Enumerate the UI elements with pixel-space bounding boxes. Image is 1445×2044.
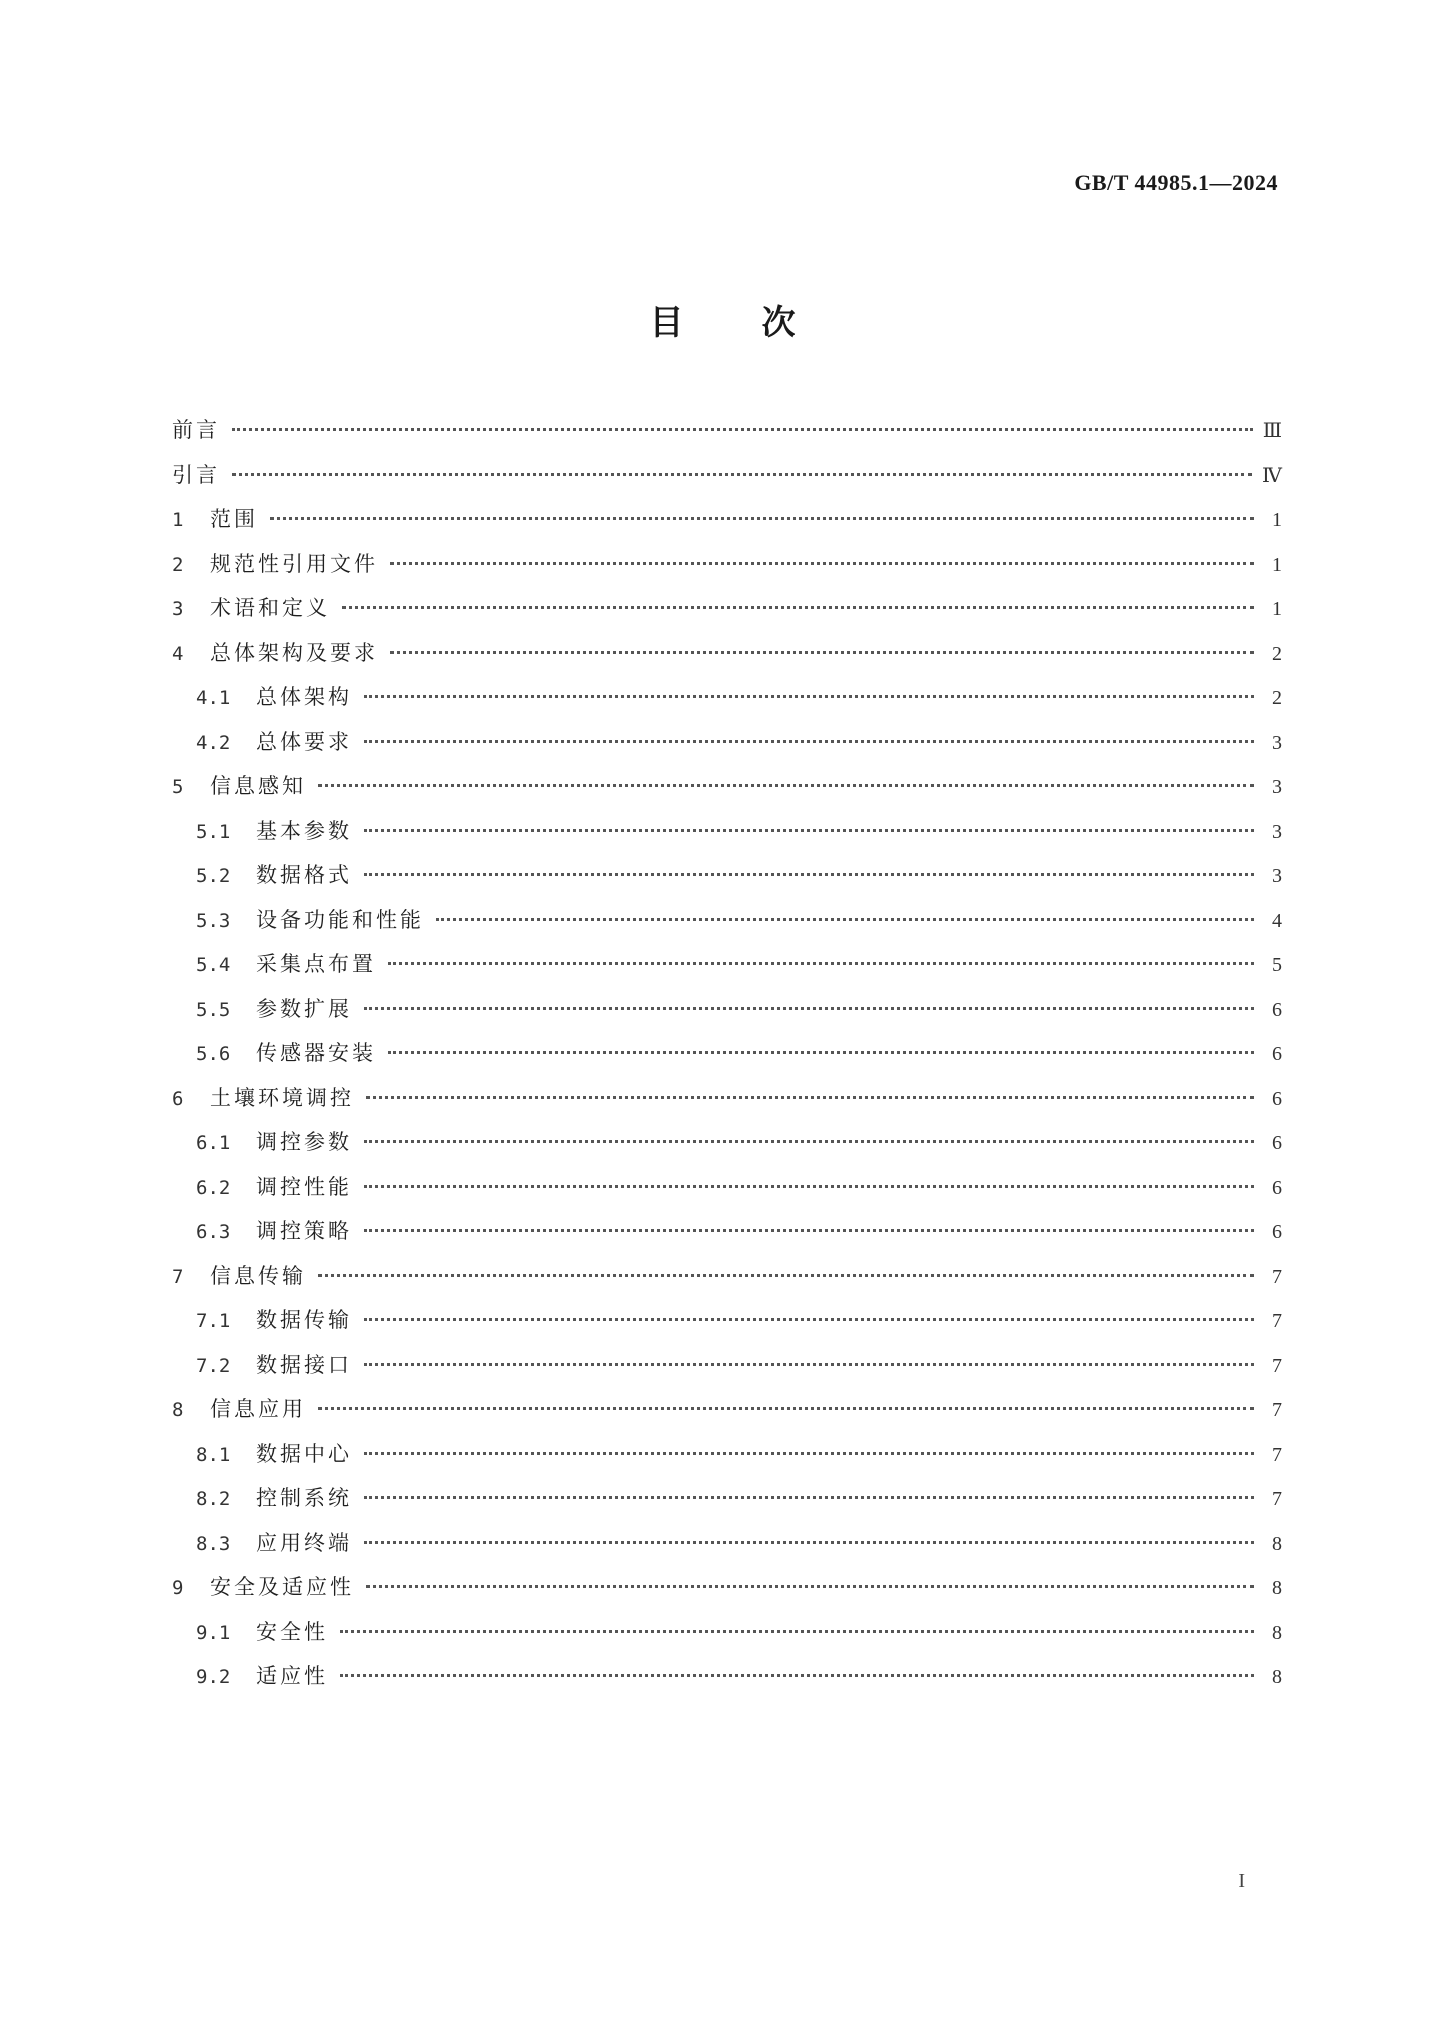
- toc-entry-label: 引言: [172, 462, 220, 487]
- toc-entry-number: 7.1: [196, 1310, 231, 1332]
- toc-entry[interactable]: [172, 675, 1282, 720]
- toc-entry-number: 1: [172, 509, 184, 531]
- toc-entry-page: 6: [1272, 1087, 1282, 1110]
- toc-entry-label: 数据中心: [256, 1441, 352, 1466]
- toc-entry-label: 适应性: [256, 1664, 328, 1688]
- toc-entry-number: 3: [172, 598, 184, 620]
- toc-entry[interactable]: [172, 1565, 1282, 1610]
- dot-leader: [232, 473, 1252, 476]
- toc-entry-label: 采集点布置: [256, 952, 376, 976]
- toc-entry-label: 数据传输: [256, 1308, 352, 1332]
- toc-entry-number: 8: [172, 1399, 184, 1421]
- dot-leader: [364, 1496, 1254, 1499]
- toc-entry-number: 6.3: [196, 1221, 231, 1243]
- table-of-contents: [172, 408, 1282, 1699]
- toc-entry-number: 6: [172, 1087, 184, 1110]
- toc-entry-page: 3: [1272, 776, 1282, 798]
- toc-entry-label: 术语和定义: [210, 596, 330, 620]
- toc-entry-label: 总体架构及要求: [210, 640, 378, 665]
- toc-entry-page: 7: [1272, 1399, 1282, 1421]
- toc-entry-number: 4.2: [196, 731, 231, 754]
- dot-leader: [390, 562, 1254, 565]
- toc-entry-number: 5.3: [196, 909, 231, 932]
- toc-entry-number: 5.4: [196, 954, 231, 976]
- dot-leader: [318, 1274, 1254, 1277]
- toc-entry-page: 8: [1272, 1577, 1282, 1599]
- dot-leader: [364, 1185, 1254, 1188]
- toc-entry[interactable]: [172, 1209, 1282, 1254]
- toc-entry-page: Ⅳ: [1262, 464, 1282, 487]
- toc-entry-page: 8: [1272, 1621, 1282, 1644]
- toc-entry-page: 6: [1272, 1221, 1282, 1243]
- toc-entry-label: 范围: [210, 507, 258, 531]
- toc-entry-page: 3: [1272, 820, 1282, 843]
- toc-entry-number: 7.2: [196, 1354, 231, 1377]
- dot-leader: [340, 1674, 1254, 1677]
- toc-entry-number: 6.1: [196, 1132, 231, 1154]
- toc-entry[interactable]: [172, 987, 1282, 1032]
- dot-leader: [388, 1051, 1254, 1054]
- toc-entry-label: 信息感知: [210, 774, 306, 798]
- toc-entry-number: 4.1: [196, 687, 231, 709]
- dot-leader: [364, 740, 1254, 743]
- toc-entry-number: 8.2: [196, 1488, 231, 1510]
- toc-entry-page: Ⅲ: [1262, 420, 1282, 442]
- toc-entry[interactable]: [172, 1610, 1282, 1655]
- toc-entry-page: 8: [1272, 1532, 1282, 1555]
- toc-entry-number: 4: [172, 642, 184, 665]
- toc-entry[interactable]: [172, 1387, 1282, 1432]
- toc-entry-page: 6: [1272, 1043, 1282, 1065]
- toc-entry[interactable]: [172, 497, 1282, 542]
- dot-leader: [364, 1452, 1254, 1455]
- dot-leader: [364, 873, 1254, 876]
- dot-leader: [364, 1140, 1254, 1143]
- toc-entry[interactable]: [172, 542, 1282, 587]
- toc-entry-page: 2: [1272, 642, 1282, 665]
- toc-entry-label: 调控策略: [256, 1219, 352, 1243]
- toc-entry-number: 5.6: [196, 1043, 231, 1065]
- toc-entry-page: 7: [1272, 1265, 1282, 1288]
- toc-entry[interactable]: [172, 853, 1282, 898]
- dot-leader: [364, 829, 1254, 832]
- toc-entry[interactable]: [172, 1476, 1282, 1521]
- toc-entry-page: 3: [1272, 865, 1282, 887]
- dot-leader: [390, 651, 1254, 654]
- toc-entry-label: 信息传输: [210, 1263, 306, 1288]
- toc-entry-number: 8.1: [196, 1443, 231, 1466]
- dot-leader: [366, 1585, 1254, 1588]
- toc-entry-number: 2: [172, 553, 184, 576]
- toc-entry-label: 数据接口: [256, 1352, 352, 1377]
- dot-leader: [364, 695, 1254, 698]
- toc-entry-label: 土壤环境调控: [210, 1085, 354, 1110]
- toc-entry-label: 设备功能和性能: [256, 907, 424, 932]
- dot-leader: [232, 428, 1253, 431]
- toc-entry-label: 参数扩展: [256, 996, 352, 1021]
- toc-entry-page: 8: [1272, 1666, 1282, 1688]
- toc-entry-number: 5.5: [196, 998, 231, 1021]
- toc-entry[interactable]: [172, 1654, 1282, 1699]
- dot-leader: [366, 1096, 1254, 1099]
- toc-entry[interactable]: [172, 942, 1282, 987]
- toc-entry-number: 9: [172, 1577, 184, 1599]
- toc-entry-label: 调控性能: [256, 1174, 352, 1199]
- dot-leader: [318, 784, 1254, 787]
- toc-entry-number: 7: [172, 1265, 184, 1288]
- dot-leader: [342, 606, 1254, 609]
- toc-entry-label: 总体要求: [256, 729, 352, 754]
- toc-entry-page: 1: [1272, 553, 1282, 576]
- toc-entry-label: 调控参数: [256, 1130, 352, 1154]
- page-title: 目次: [649, 303, 874, 343]
- toc-entry-page: 6: [1272, 1132, 1282, 1154]
- dot-leader: [388, 962, 1254, 965]
- toc-entry-label: 应用终端: [256, 1530, 352, 1555]
- toc-entry[interactable]: [172, 1298, 1282, 1343]
- toc-entry-number: 5: [172, 776, 184, 798]
- toc-entry-label: 基本参数: [256, 818, 352, 843]
- toc-entry-number: 9.2: [196, 1666, 231, 1688]
- toc-entry-page: 7: [1272, 1488, 1282, 1510]
- toc-entry[interactable]: [172, 1031, 1282, 1076]
- toc-entry-label: 安全性: [256, 1619, 328, 1644]
- toc-entry[interactable]: [172, 720, 1282, 765]
- toc-entry-label: 前言: [172, 418, 220, 442]
- toc-entry-page: 7: [1272, 1354, 1282, 1377]
- toc-entry-page: 6: [1272, 998, 1282, 1021]
- toc-entry-number: 8.3: [196, 1532, 231, 1555]
- toc-entry[interactable]: [172, 898, 1282, 943]
- toc-entry[interactable]: [172, 1076, 1282, 1121]
- toc-entry[interactable]: [172, 764, 1282, 809]
- dot-leader: [364, 1007, 1254, 1010]
- toc-entry[interactable]: [172, 586, 1282, 631]
- toc-entry[interactable]: [172, 1120, 1282, 1165]
- toc-entry[interactable]: [172, 631, 1282, 676]
- toc-entry-label: 信息应用: [210, 1397, 306, 1421]
- toc-entry[interactable]: [172, 809, 1282, 854]
- toc-entry-page: 7: [1272, 1443, 1282, 1466]
- toc-entry-page: 1: [1272, 509, 1282, 531]
- toc-entry-page: 3: [1272, 731, 1282, 754]
- toc-entry-page: 5: [1272, 954, 1282, 976]
- dot-leader: [270, 517, 1254, 520]
- dot-leader: [340, 1630, 1254, 1633]
- toc-entry-label: 安全及适应性: [210, 1575, 354, 1599]
- toc-entry[interactable]: [172, 453, 1282, 498]
- dot-leader: [364, 1318, 1254, 1321]
- toc-entry-label: 总体架构: [256, 685, 352, 709]
- toc-entry[interactable]: [172, 1165, 1282, 1210]
- dot-leader: [318, 1407, 1254, 1410]
- toc-entry[interactable]: [172, 408, 1282, 453]
- toc-entry-page: 7: [1272, 1310, 1282, 1332]
- toc-entry-number: 5.1: [196, 820, 231, 843]
- toc-entry[interactable]: [172, 1521, 1282, 1566]
- page-number: I: [1238, 1870, 1245, 1892]
- dot-leader: [436, 918, 1254, 921]
- toc-entry[interactable]: [172, 1254, 1282, 1299]
- dot-leader: [364, 1363, 1254, 1366]
- toc-entry-label: 规范性引用文件: [210, 551, 378, 576]
- toc-entry-number: 5.2: [196, 865, 231, 887]
- toc-entry-number: 6.2: [196, 1176, 231, 1199]
- toc-entry-label: 传感器安装: [256, 1041, 376, 1065]
- dot-leader: [364, 1229, 1254, 1232]
- document-code: GB/T 44985.1—2024: [1074, 170, 1278, 195]
- toc-entry-page: 4: [1272, 909, 1282, 932]
- toc-entry-page: 2: [1272, 687, 1282, 709]
- toc-entry-number: 9.1: [196, 1621, 231, 1644]
- toc-entry[interactable]: [172, 1432, 1282, 1477]
- toc-entry-label: 控制系统: [256, 1486, 352, 1510]
- dot-leader: [364, 1541, 1254, 1544]
- toc-entry-page: 6: [1272, 1176, 1282, 1199]
- toc-entry[interactable]: [172, 1343, 1282, 1388]
- toc-entry-page: 1: [1272, 598, 1282, 620]
- toc-entry-label: 数据格式: [256, 863, 352, 887]
